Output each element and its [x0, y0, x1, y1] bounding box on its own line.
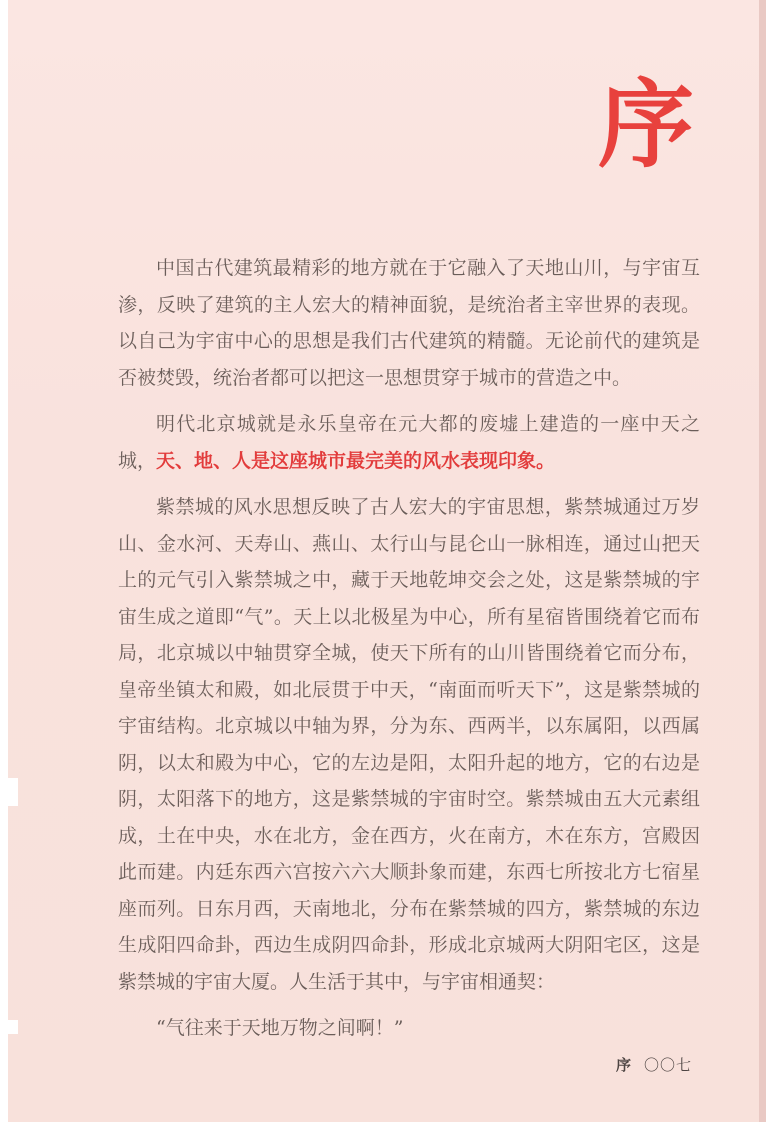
page-number: 〇〇七: [643, 1056, 692, 1074]
quote-paragraph: “气往来于天地万物之间啊！”: [156, 1017, 404, 1039]
paragraph: [118, 406, 700, 479]
document-page: [8, 0, 766, 1122]
paragraph: 中国古代建筑最精彩的地方就在于它融入了天地山川，与宇宙互渗，反映了建筑的主人宏大的精神面貌，是统治者主宰世界的表现。以自己为宇宙中心的思想是我们古代建筑的精髓。无论前代的建筑是否被焚毁，统治者都可以把这一思想贯穿于城市的营造之中。: [118, 257, 700, 389]
footer-section-label: 序: [615, 1056, 632, 1074]
page-title: 序: [598, 68, 694, 181]
scan-edge-mark: [8, 1020, 18, 1034]
body-text: [118, 250, 700, 1057]
page-footer: [616, 1054, 692, 1075]
emphasis-text: 天、地、人是这座城市最完美的风水表现印象。: [156, 449, 556, 472]
scan-edge-mark: [8, 778, 18, 806]
paragraph-text: 明代北京城就是永乐皇帝在元大都的废墟上建造的一座中天之城，: [118, 413, 700, 472]
page-edge: [759, 0, 766, 1122]
paragraph: 紫禁城的风水思想反映了古人宏大的宇宙思想，紫禁城通过万岁山、金水河、天寿山、燕山、太行山与昆仑山一脉相连，通过山把天上的元气引入紫禁城之中，藏于天地乾坤交会之处，这是紫禁城的宇宙生成之道即“气”。天上以北极星为中心，所有星宿皆围绕着它而布局，北京城以中轴贯穿全城，使天下所有的山川皆围绕着它而分布，皇帝坐镇太和殿，如北辰贯于中天，“南面而听天下”，这是紫禁城的宇宙结构。北京城以中轴为界，分为东、西两半，以东属阳，以西属阴，以太和殿为中心，它的左边是阳，太阳升起的地方，它的右边是阴，太阳落下的地方，这是紫禁城的宇宙时空。紫禁城由五大元素组成，土在中央，水在北方，金在西方，火在南方，木在东方，宫殿因此而建。内廷东西六宫按六六大顺卦象而建，东西七所按北方七宿星座而列。日东月西，天南地北，分布在紫禁城的四方，紫禁城的东边生成阳四命卦，西边生成阴四命卦，形成北京城两大阴阳宅区，这是紫禁城的宇宙大厦。人生活于其中，与宇宙相通契：: [118, 496, 700, 993]
